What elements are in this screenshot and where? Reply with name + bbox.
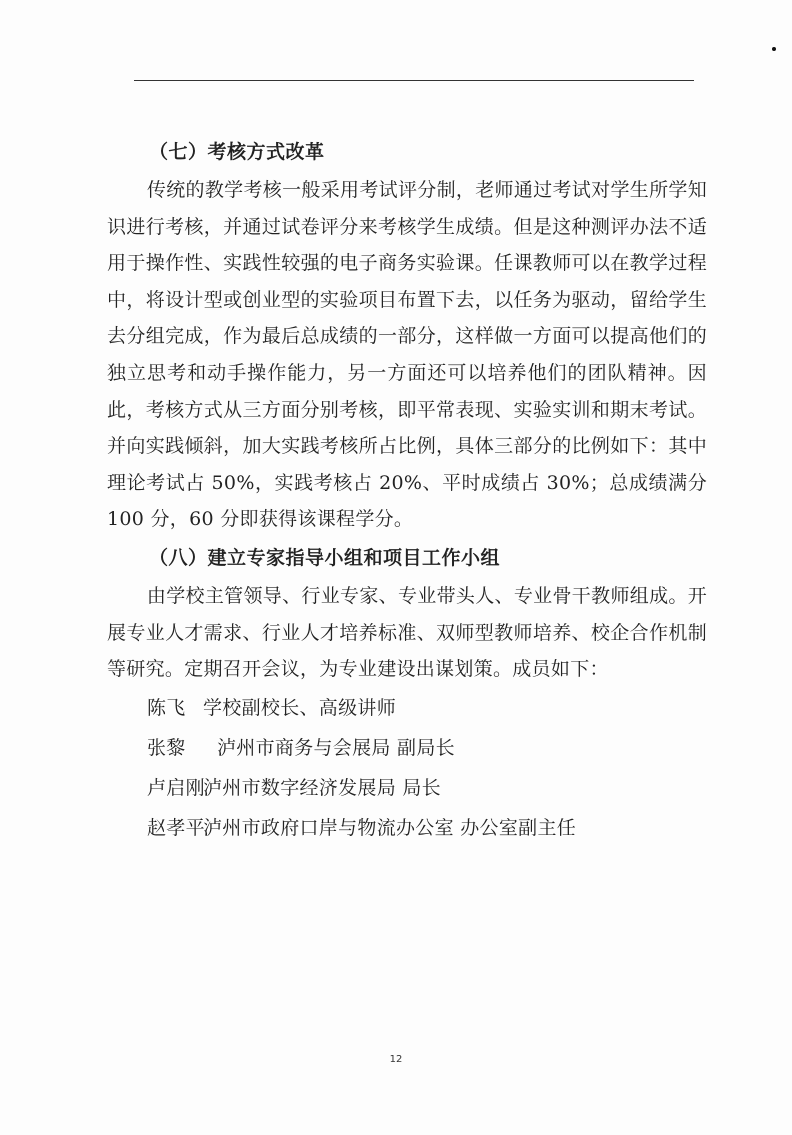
section-7-heading: （七）考核方式改革 (149, 141, 325, 163)
member-title: 学校副校长、高级讲师 (203, 696, 397, 719)
member-title: 泸州市政府口岸与物流办公室 办公室副主任 (203, 816, 577, 839)
section-8-heading: （八）建立专家指导小组和项目工作小组 (149, 546, 501, 569)
header-rule (134, 80, 694, 81)
member-name: 赵孝平 (147, 816, 205, 839)
member-name: 陈飞 (147, 696, 186, 719)
section-8-paragraph: 由学校主管领导、行业专家、专业带头人、专业骨干教师组成。开展专业人才需求、行业人才培养标准、双师型教师培养、校企合作机制等研究。定期召开会议，为专业建设出谋划策。成员如下： (107, 584, 707, 681)
member-item (107, 768, 707, 808)
member-name: 卢启刚 (147, 776, 205, 799)
member-list (107, 688, 707, 848)
member-title: 泸州市商务与会展局 副局长 (217, 736, 455, 759)
page-content (107, 132, 707, 848)
member-name: 张黎 (147, 736, 186, 759)
section-7-paragraph: 传统的教学考核一般采用考试评分制，老师通过考试对学生所学知识进行考核，并通过试卷评分来考核学生成绩。但是这种测评办法不适用于操作性、实践性较强的电子商务实验课。任课教师可以在教学过程中，将设计型或创业型的实验项目布置下去，以任务为驱动，留给学生去分组完成，作为最后总成绩的一部分，这样做一方面可以提高他们的独立思考和动手操作能力，另一方面还可以培养他们的团队精神。因此，考核方式从三方面分别考核，即平常表现、实验实训和期末考试。并向实践倾斜，加大实践考核所占比例，具体三部分的比例如下：其中理论考试占 50%，实践考核占 20%、平时成绩占 30%；总成绩满分 100 分，60 分即获得该课程学分。 (107, 179, 707, 531)
member-item (107, 688, 707, 728)
scan-dot-mark (772, 47, 776, 51)
member-item (107, 808, 707, 848)
page-number: 12 (389, 1054, 403, 1065)
member-item (107, 728, 707, 768)
member-title: 泸州市数字经济发展局 局长 (203, 776, 441, 799)
